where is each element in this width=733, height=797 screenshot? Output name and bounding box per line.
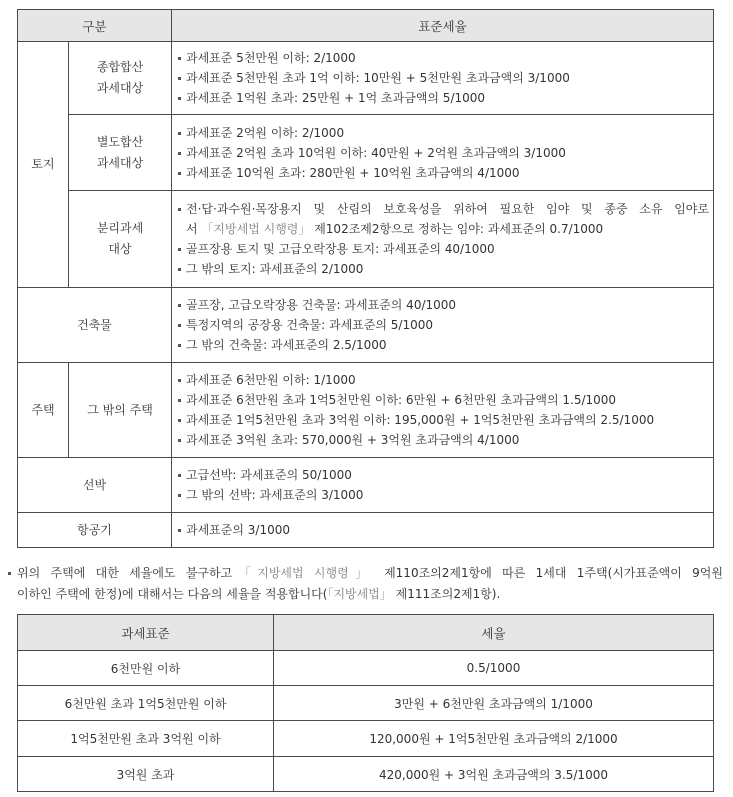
- table-header-row: [18, 615, 714, 651]
- table-row: [18, 513, 714, 548]
- other-housing-label: 그 밖의 주택: [69, 363, 172, 458]
- housing-label: 주택: [18, 363, 69, 458]
- table-cell: 6천만원 초과 1억5천만원 이하: [18, 686, 274, 721]
- list-item: 과세표준 2억원 이하: 2/1000: [178, 123, 709, 143]
- table-cell: 3만원 + 6천만원 초과금액의 1/1000: [274, 686, 714, 721]
- land-label: 토지: [18, 42, 69, 288]
- header-tax-base: 과세표준: [18, 615, 274, 651]
- ship-rates: [172, 458, 714, 513]
- table-cell: 420,000원 + 3억원 초과금액의 3.5/1000: [274, 757, 714, 792]
- single-house-rate-table: [17, 614, 714, 792]
- table-row: [18, 363, 714, 458]
- list-item: 골프장용 토지 및 고급오락장용 토지: 과세표준의 40/1000: [178, 239, 709, 259]
- table-row: [18, 191, 714, 288]
- law-reference: 「지방세법 시행령」: [201, 222, 311, 236]
- table-row: [18, 42, 714, 115]
- list-item: 골프장, 고급오락장용 건축물: 과세표준의 40/1000: [178, 295, 709, 315]
- table-row: [18, 115, 714, 191]
- table-cell: 0.5/1000: [274, 651, 714, 686]
- segregated-label: 분리과세 대상: [69, 191, 172, 288]
- building-rates: [172, 288, 714, 363]
- ship-label: 선박: [18, 458, 172, 513]
- table-cell: 120,000원 + 1억5천만원 초과금액의 2/1000: [274, 721, 714, 757]
- standard-tax-rate-table: [17, 9, 714, 548]
- header-category: 구분: [18, 10, 172, 42]
- table-row: [18, 288, 714, 363]
- aircraft-rates: [172, 513, 714, 548]
- list-item: 과세표준 1억5천만원 초과 3억원 이하: 195,000원 + 1억5천만원 초과금액의 2.5/1000: [178, 410, 709, 430]
- list-item: 그 밖의 건축물: 과세표준의 2.5/1000: [178, 335, 709, 355]
- list-item: 과세표준 6천만원 초과 1억5천만원 이하: 6만원 + 6천만원 초과금액의 1.5/1000: [178, 390, 709, 410]
- housing-rates: [172, 363, 714, 458]
- list-item: 과세표준의 3/1000: [178, 520, 709, 540]
- list-item: 그 밖의 토지: 과세표준의 2/1000: [178, 259, 709, 279]
- general-aggregate-rates: [172, 42, 714, 115]
- header-standard-rate: 표준세율: [172, 10, 714, 42]
- segregated-rates: [172, 191, 714, 288]
- list-item: 그 밖의 선박: 과세표준의 3/1000: [178, 485, 709, 505]
- aircraft-label: 항공기: [18, 513, 172, 548]
- list-item: 과세표준 1억원 초과: 25만원 + 1억 초과금액의 5/1000: [178, 88, 709, 108]
- list-item: 과세표준 2억원 초과 10억원 이하: 40만원 + 2억원 초과금액의 3/1000: [178, 143, 709, 163]
- single-house-special-note: 위의 주택에 대한 세율에도 불구하고「지방세법 시행령」 제110조의2제1항에 따른 1세대 1주택(시가표준액이 9억원 이하인 주택에 한정)에 대해서는 다음의 세율을 적용합니다(「지방세법」 제111조의2제1항).: [8, 563, 723, 605]
- list-item: 전·답·과수원·목장용지 및 산림의 보호육성을 위하여 필요한 임야 및 종중 소유 임야로 서 「지방세법 시행령」 제102조제2항으로 정하는 임야: 과세표준의 0.7/1000: [178, 199, 709, 239]
- list-item: 과세표준 3억원 초과: 570,000원 + 3억원 초과금액의 4/1000: [178, 430, 709, 450]
- list-item: 과세표준 10억원 초과: 280만원 + 10억원 초과금액의 4/1000: [178, 163, 709, 183]
- list-item: 특정지역의 공장용 건축물: 과세표준의 5/1000: [178, 315, 709, 335]
- table-cell: 6천만원 이하: [18, 651, 274, 686]
- law-reference: 「지방세법」: [327, 587, 392, 601]
- list-item: 과세표준 5천만원 이하: 2/1000: [178, 48, 709, 68]
- building-label: 건축물: [18, 288, 172, 363]
- separate-aggregate-rates: [172, 115, 714, 191]
- list-item: 과세표준 5천만원 초과 1억 이하: 10만원 + 5천만원 초과금액의 3/1000: [178, 68, 709, 88]
- table-cell: 3억원 초과: [18, 757, 274, 792]
- separate-aggregate-label: 별도합산 과세대상: [69, 115, 172, 191]
- list-item: 과세표준 6천만원 이하: 1/1000: [178, 370, 709, 390]
- table-cell: 1억5천만원 초과 3억원 이하: [18, 721, 274, 757]
- table-row: [18, 651, 714, 686]
- table-row: [18, 757, 714, 792]
- table-header-row: [18, 10, 714, 42]
- general-aggregate-label: 종합합산 과세대상: [69, 42, 172, 115]
- header-rate: 세율: [274, 615, 714, 651]
- table-row: [18, 721, 714, 757]
- law-reference: 「지방세법 시행령」: [232, 566, 374, 580]
- list-item: 고급선박: 과세표준의 50/1000: [178, 465, 709, 485]
- table-row: [18, 458, 714, 513]
- table-row: [18, 686, 714, 721]
